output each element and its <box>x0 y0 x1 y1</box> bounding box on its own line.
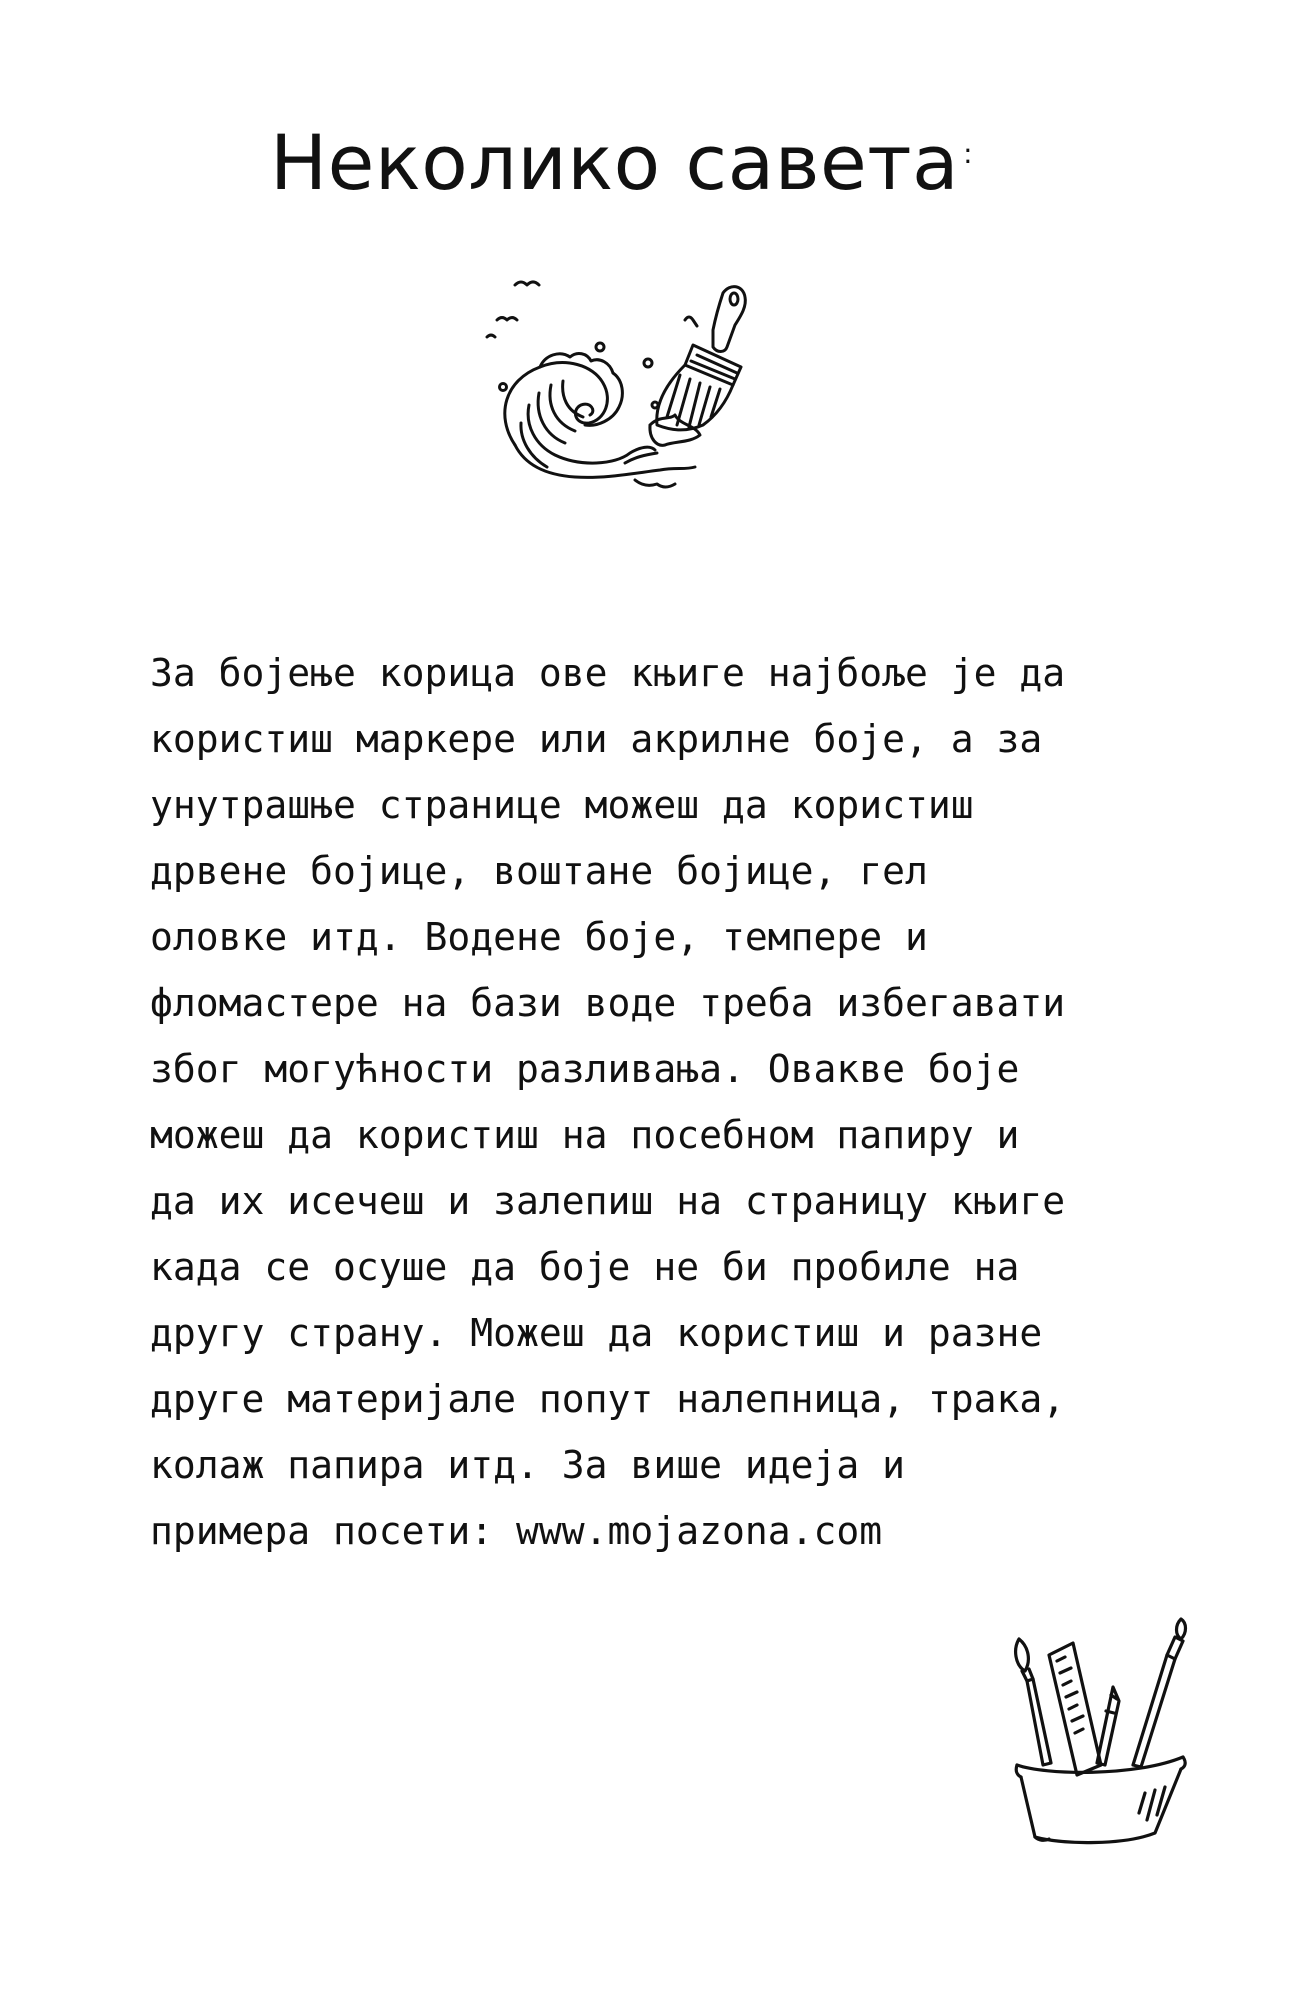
paragraph-line: фломастере на бази воде треба избегавати <box>150 981 1066 1025</box>
paragraph-line: да их исечеш и залепиш на страницу књиге <box>150 1179 1066 1223</box>
paragraph-line-with-website: примера посети: www.mojazona.com <box>150 1509 883 1553</box>
paragraph-line: друге материјале попут налепница, трака, <box>150 1377 1066 1421</box>
paintbrush-wave-icon <box>485 275 815 530</box>
page-title-colon: : <box>963 137 974 170</box>
page-title <box>270 118 973 207</box>
paragraph-line: За бојење корица ове књиге најбоље је да <box>150 651 1066 695</box>
paragraph-line: користиш маркере или акрилне боје, а за <box>150 717 1043 761</box>
paragraph-line: унутрашње странице можеш да користиш <box>150 783 974 827</box>
paragraph-line: можеш да користиш на посебном папиру и <box>150 1113 1020 1157</box>
tips-paragraph <box>150 640 1170 1564</box>
art-supplies-cup-icon <box>1005 1615 1195 1845</box>
paragraph-line: оловке итд. Водене боје, темпере и <box>150 915 928 959</box>
paragraph-line: колаж папира итд. За више идеја и <box>150 1443 905 1487</box>
page-title-text: Неколико савета <box>270 118 960 207</box>
paragraph-line: другу страну. Можеш да користиш и разне <box>150 1311 1043 1355</box>
paragraph-line: због могућности разливања. Овакве боје <box>150 1047 1020 1091</box>
paragraph-line: дрвене бојице, воштане бојице, гел <box>150 849 928 893</box>
paragraph-line: када се осуше да боје не би пробиле на <box>150 1245 1020 1289</box>
